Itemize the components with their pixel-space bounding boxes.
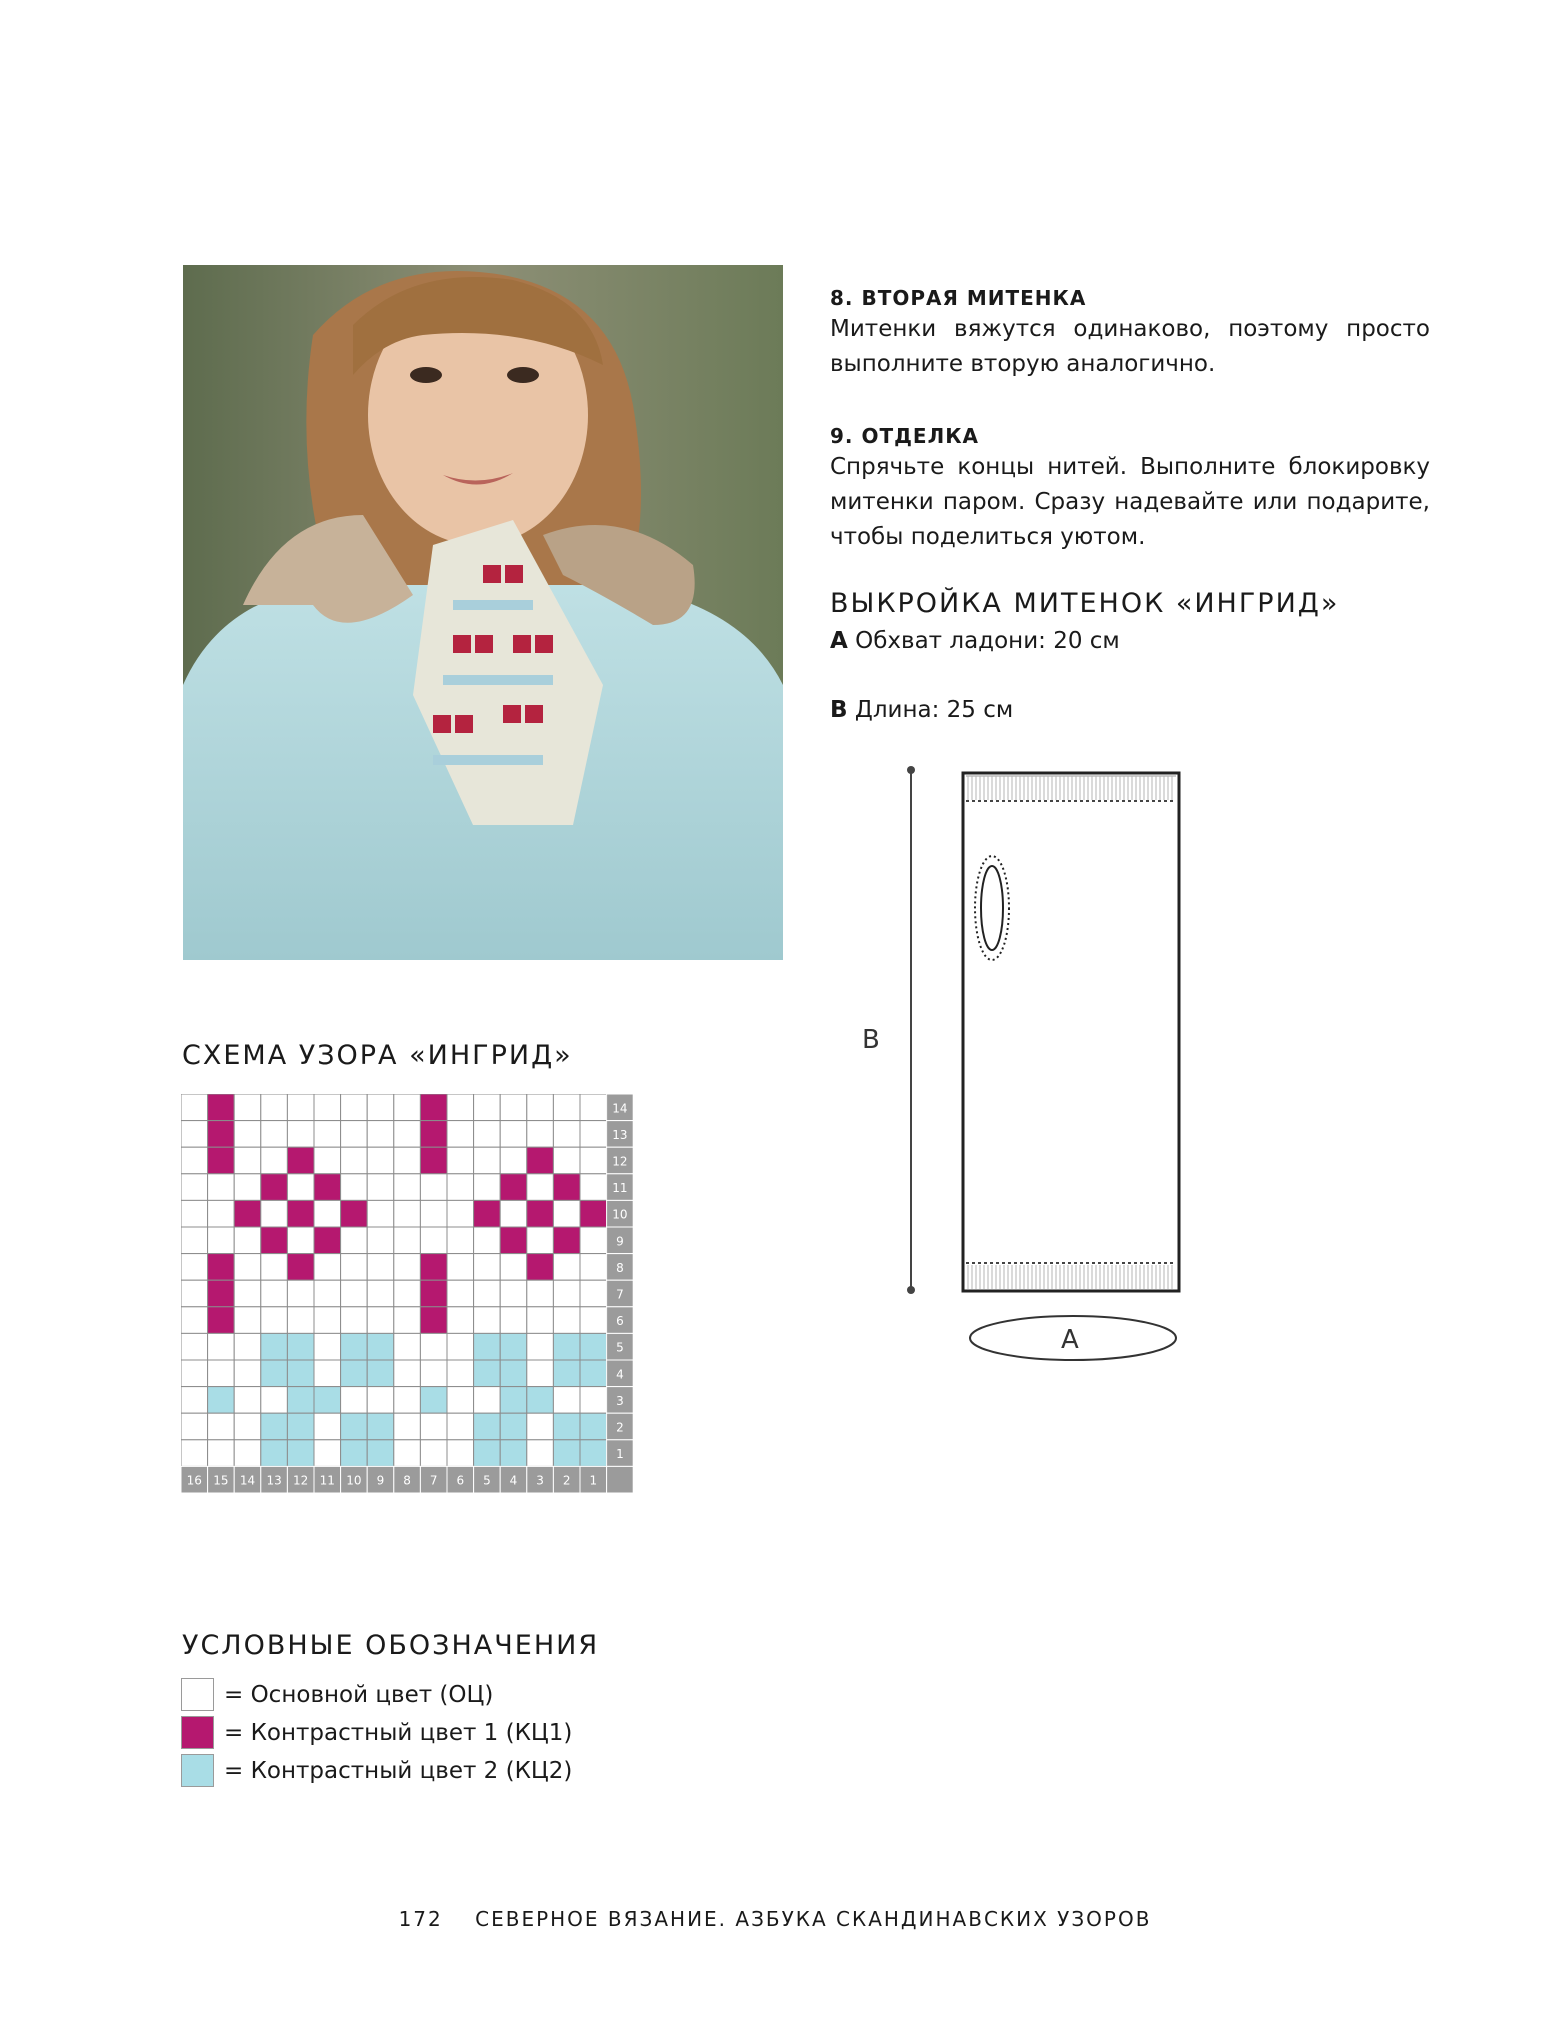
chart-cell [287,1094,314,1121]
chart-cell [314,1413,341,1440]
chart-cell [208,1094,235,1121]
chart-cell [181,1174,208,1201]
chart-cell [394,1200,421,1227]
chart-cell [261,1094,288,1121]
chart-cell [500,1387,527,1414]
chart-cell [367,1147,394,1174]
chart-cell [314,1227,341,1254]
chart-cell [447,1174,474,1201]
chart-cell [208,1360,235,1387]
chart-cell [367,1280,394,1307]
chart-cell [420,1413,447,1440]
chart-cell [341,1147,368,1174]
row-number: 7 [616,1287,624,1302]
chart-cell [420,1174,447,1201]
chart-cell [500,1307,527,1334]
chart-cell [580,1360,607,1387]
chart-cell [580,1254,607,1281]
chart-cell [527,1147,554,1174]
chart-cell [447,1440,474,1467]
chart-cell [553,1440,580,1467]
chart-cell [367,1440,394,1467]
chart-cell [527,1307,554,1334]
chart-cell [261,1227,288,1254]
spec-a-text: Обхват ладони: 20 см [855,628,1120,654]
chart-cell [314,1307,341,1334]
col-number: 14 [239,1473,256,1488]
chart-cell [474,1387,501,1414]
chart-cell [474,1280,501,1307]
chart-cell [527,1200,554,1227]
section-9-text: Спрячьте концы нитей. Выполните блокировку митенки паром. Сразу надевайте или подарите, чтобы поделиться уютом. [830,454,1430,550]
chart-cell [234,1413,261,1440]
chart-cell [500,1121,527,1148]
chart-cell [527,1094,554,1121]
chart-cell [261,1440,288,1467]
chart-cell [287,1147,314,1174]
chart-cell [500,1147,527,1174]
col-number: 3 [536,1473,544,1488]
chart-cell [580,1227,607,1254]
chart-cell [500,1227,527,1254]
chart-cell [261,1387,288,1414]
chart-cell [580,1200,607,1227]
chart-cell [234,1440,261,1467]
chart-cell [580,1094,607,1121]
row-number: 5 [616,1340,624,1355]
chart-cell [500,1174,527,1201]
chart-cell [420,1200,447,1227]
chart-cell [394,1360,421,1387]
chart-cell [500,1200,527,1227]
col-number: 4 [509,1473,518,1488]
chart-cell [394,1174,421,1201]
chart-cell [420,1440,447,1467]
chart-cell [394,1333,421,1360]
chart-cell [367,1333,394,1360]
chart-cell [208,1121,235,1148]
chart-cell [208,1254,235,1281]
chart-cell [553,1200,580,1227]
chart-cell [208,1200,235,1227]
chart-cell [580,1174,607,1201]
chart-cell [181,1333,208,1360]
chart-cell [580,1147,607,1174]
chart-cell [181,1440,208,1467]
chart-cell [580,1307,607,1334]
chart-cell [527,1440,554,1467]
chart-cell [287,1280,314,1307]
chart-cell [394,1227,421,1254]
chart-cell [500,1333,527,1360]
chart-cell [394,1307,421,1334]
chart-cell [314,1280,341,1307]
col-number: 11 [319,1473,335,1488]
chart-cell [314,1333,341,1360]
chart-cell [287,1387,314,1414]
chart-cell [580,1440,607,1467]
book-title: СЕВЕРНОЕ ВЯЗАНИЕ. АЗБУКА СКАНДИНАВСКИХ УЗОРОВ [475,1907,1152,1931]
chart-cell [261,1121,288,1148]
col-number: 6 [456,1473,465,1488]
chart-cell [314,1174,341,1201]
chart-cell [420,1280,447,1307]
chart-cell [367,1121,394,1148]
chart-cell [553,1280,580,1307]
chart-cell [261,1333,288,1360]
row-number: 14 [612,1101,628,1116]
model-photo [183,265,783,960]
chart-cell [420,1360,447,1387]
chart-cell [234,1387,261,1414]
chart-cell [394,1121,421,1148]
chart-cell [181,1254,208,1281]
chart-cell [181,1121,208,1148]
chart-cell [527,1360,554,1387]
chart-cell [420,1254,447,1281]
spec-a [830,628,1120,654]
chart-cell [261,1307,288,1334]
col-number: 15 [213,1473,229,1488]
spec-a-key: A [830,628,848,654]
chart-cell [527,1227,554,1254]
chart-cell [341,1121,368,1148]
mitten-schematic [830,760,1190,1370]
row-number: 6 [616,1314,624,1329]
chart-cell [314,1147,341,1174]
chart-cell [341,1094,368,1121]
chart-cell [341,1174,368,1201]
chart-cell [208,1333,235,1360]
chart-cell [341,1333,368,1360]
chart-cell [367,1387,394,1414]
chart-cell [394,1387,421,1414]
chart-cell [447,1121,474,1148]
chart-cell [314,1254,341,1281]
spec-b-key: B [830,697,848,723]
chart-cell [527,1387,554,1414]
chart-cell [287,1333,314,1360]
section-8-text: Митенки вяжутся одинаково, поэтому просто выполните вторую аналогично. [830,316,1430,377]
chart-cell [208,1280,235,1307]
legend-swatch-main [181,1678,214,1711]
chart-cell [341,1200,368,1227]
row-number: 11 [612,1181,628,1196]
col-number: 2 [562,1473,571,1488]
row-number: 8 [616,1260,624,1275]
chart-cell [474,1121,501,1148]
chart-cell [181,1307,208,1334]
chart-cell [341,1307,368,1334]
legend-label-main: = Основной цвет (ОЦ) [224,1681,494,1708]
chart-cell [367,1360,394,1387]
chart-cell [553,1333,580,1360]
legend-swatch-contrast2 [181,1754,214,1787]
chart-cell [447,1307,474,1334]
section-8-title: 8. ВТОРАЯ МИТЕНКА [830,286,1087,310]
chart-cell [580,1280,607,1307]
chart-cell [181,1200,208,1227]
chart-cell [394,1147,421,1174]
chart-cell [447,1147,474,1174]
chart-cell [234,1333,261,1360]
chart-cell [553,1307,580,1334]
chart-cell [287,1200,314,1227]
chart-cell [394,1094,421,1121]
chart-cell [500,1413,527,1440]
chart-cell [287,1307,314,1334]
chart-cell [447,1227,474,1254]
row-number: 2 [616,1420,624,1435]
chart-cell [527,1413,554,1440]
col-number: 9 [376,1473,385,1488]
chart-cell [553,1413,580,1440]
spec-b-text: Длина: 25 см [854,697,1014,723]
chart-cell [367,1200,394,1227]
chart-cell [314,1121,341,1148]
chart-cell [181,1413,208,1440]
chart-cell [314,1387,341,1414]
chart-cell [208,1174,235,1201]
chart-cell [474,1227,501,1254]
chart-cell [234,1280,261,1307]
chart-cell [394,1254,421,1281]
col-number: 10 [346,1473,362,1488]
chart-cell [527,1121,554,1148]
chart-cell [447,1094,474,1121]
col-number: 7 [429,1473,438,1488]
chart-cell [341,1254,368,1281]
chart-cell [367,1174,394,1201]
chart-cell [420,1094,447,1121]
chart-cell [367,1227,394,1254]
chart-cell [420,1147,447,1174]
chart-cell [314,1200,341,1227]
chart-cell [420,1387,447,1414]
chart-cell [553,1094,580,1121]
chart-cell [447,1280,474,1307]
chart-cell [447,1200,474,1227]
chart-cell [553,1387,580,1414]
chart-cell [208,1227,235,1254]
col-number: 8 [403,1473,411,1488]
legend-item-contrast1 [181,1716,572,1749]
chart-cell [234,1360,261,1387]
chart-cell [261,1280,288,1307]
chart-cell [394,1280,421,1307]
legend-title: УСЛОВНЫЕ ОБОЗНАЧЕНИЯ [182,1630,600,1661]
chart-cell [234,1147,261,1174]
chart-cell [553,1147,580,1174]
chart-cell [527,1333,554,1360]
chart-cell [367,1254,394,1281]
schematic-label-b: B [862,1025,880,1055]
chart-cell [234,1307,261,1334]
chart-cell [234,1227,261,1254]
chart-cell [314,1360,341,1387]
chart-cell [261,1360,288,1387]
chart-cell [287,1440,314,1467]
chart-cell [474,1333,501,1360]
chart-cell [287,1413,314,1440]
chart-cell [341,1387,368,1414]
chart-cell [261,1174,288,1201]
knitting-chart [181,1094,635,1544]
chart-cell [208,1307,235,1334]
chart-cell [447,1387,474,1414]
chart-cell [181,1387,208,1414]
chart-cell [287,1360,314,1387]
chart-cell [287,1254,314,1281]
chart-cell [447,1333,474,1360]
chart-cell [500,1440,527,1467]
chart-cell [261,1254,288,1281]
chart-cell [527,1174,554,1201]
spec-b [830,697,1013,723]
chart-corner [607,1466,634,1493]
chart-cell [420,1307,447,1334]
chart-cell [181,1227,208,1254]
section-9-title: 9. ОТДЕЛКА [830,424,980,448]
chart-cell [474,1360,501,1387]
chart-cell [420,1227,447,1254]
chart-cell [341,1440,368,1467]
chart-cell [420,1121,447,1148]
chart-cell [553,1121,580,1148]
chart-cell [261,1413,288,1440]
legend-label-contrast2: = Контрастный цвет 2 (КЦ2) [224,1757,573,1784]
chart-cell [341,1360,368,1387]
chart-cell [287,1227,314,1254]
chart-cell [367,1307,394,1334]
chart-cell [474,1200,501,1227]
chart-cell [580,1387,607,1414]
chart-cell [261,1200,288,1227]
page-number: 172 [398,1907,443,1931]
chart-cell [420,1333,447,1360]
legend-item-main [181,1678,493,1711]
col-number: 5 [483,1473,491,1488]
chart-cell [287,1174,314,1201]
row-number: 1 [616,1447,624,1462]
chart-cell [287,1121,314,1148]
schematic-label-a: A [1061,1325,1079,1355]
chart-cell [447,1360,474,1387]
col-number: 16 [186,1473,202,1488]
chart-cell [261,1147,288,1174]
chart-cell [447,1413,474,1440]
chart-cell [580,1413,607,1440]
chart-cell [234,1200,261,1227]
chart-cell [341,1227,368,1254]
chart-cell [367,1094,394,1121]
row-number: 12 [612,1154,628,1169]
chart-cell [474,1174,501,1201]
chart-cell [234,1121,261,1148]
legend-item-contrast2 [181,1754,572,1787]
row-number: 13 [612,1127,628,1142]
chart-cell [527,1280,554,1307]
chart-cell [394,1413,421,1440]
legend-label-contrast1: = Контрастный цвет 1 (КЦ1) [224,1719,573,1746]
chart-cell [208,1413,235,1440]
chart-cell [500,1254,527,1281]
chart-cell [208,1147,235,1174]
chart-cell [314,1440,341,1467]
chart-cell [341,1413,368,1440]
chart-cell [527,1254,554,1281]
chart-cell [341,1280,368,1307]
chart-cell [580,1333,607,1360]
chart-cell [447,1254,474,1281]
col-number: 1 [589,1473,598,1488]
chart-cell [500,1360,527,1387]
chart-cell [234,1254,261,1281]
chart-cell [234,1094,261,1121]
chart-cell [580,1121,607,1148]
chart-cell [181,1094,208,1121]
chart-cell [553,1254,580,1281]
pattern-diagram-title: ВЫКРОЙКА МИТЕНОК «ИНГРИД» [830,588,1340,619]
chart-cell [500,1094,527,1121]
col-number: 12 [293,1473,309,1488]
chart-cell [181,1147,208,1174]
chart-title: СХЕМА УЗОРА «ИНГРИД» [182,1040,573,1071]
chart-cell [553,1227,580,1254]
chart-cell [500,1280,527,1307]
row-number: 9 [616,1234,624,1249]
row-number: 3 [616,1393,624,1408]
chart-cell [208,1440,235,1467]
chart-cell [474,1413,501,1440]
chart-cell [394,1440,421,1467]
page-footer [0,1907,1550,1931]
row-number: 4 [616,1367,624,1382]
chart-cell [553,1360,580,1387]
col-number: 13 [266,1473,282,1488]
chart-cell [314,1094,341,1121]
chart-cell [474,1440,501,1467]
chart-cell [367,1413,394,1440]
chart-cell [474,1147,501,1174]
chart-cell [234,1174,261,1201]
chart-cell [474,1094,501,1121]
legend-swatch-contrast1 [181,1716,214,1749]
row-number: 10 [612,1207,628,1222]
chart-cell [181,1280,208,1307]
chart-cell [474,1254,501,1281]
chart-cell [553,1174,580,1201]
chart-cell [181,1360,208,1387]
chart-cell [474,1307,501,1334]
chart-cell [208,1387,235,1414]
